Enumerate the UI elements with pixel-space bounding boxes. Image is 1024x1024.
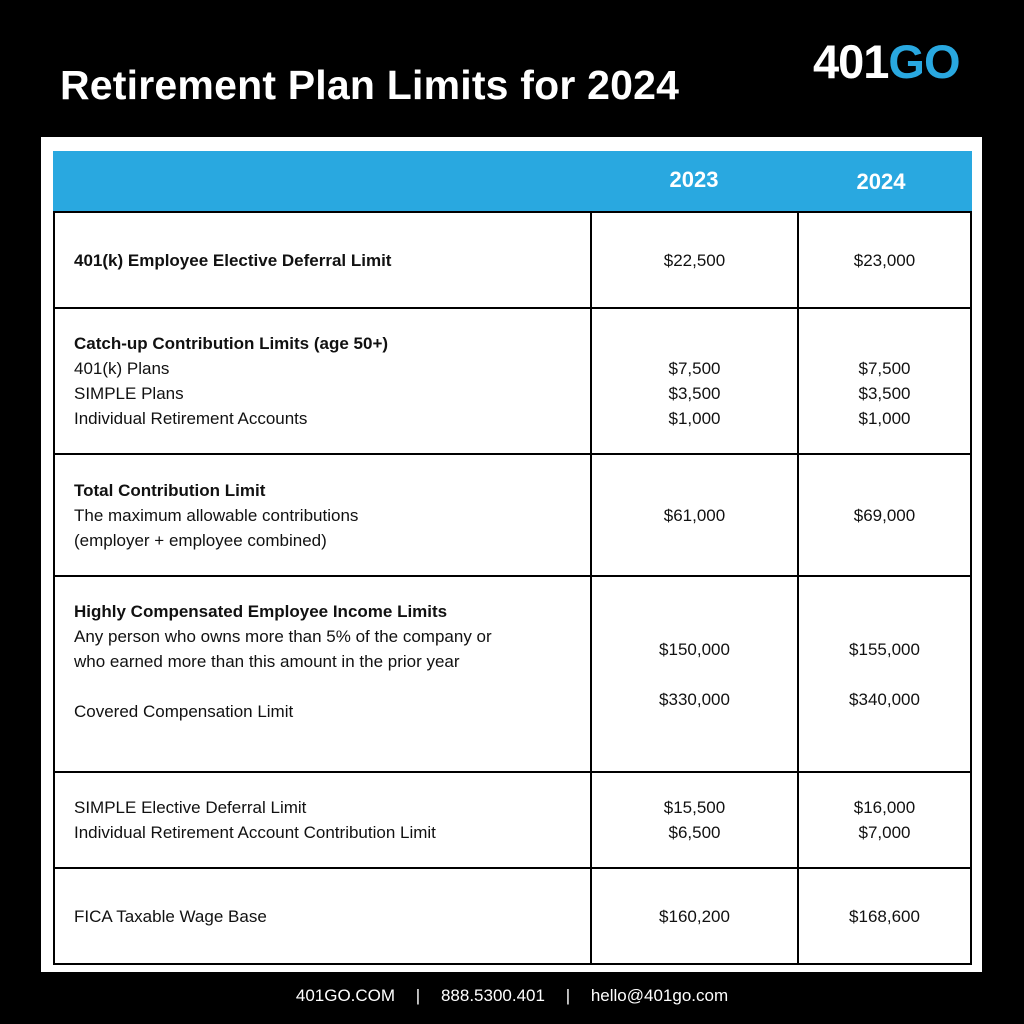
row-label (55, 455, 592, 575)
row-line: Individual Retirement Account Contribution Limit (74, 823, 436, 842)
value-2024: $23,000 (853, 250, 916, 270)
column-header-2024: 2024 (856, 169, 906, 194)
row-label (55, 577, 592, 771)
email-link[interactable]: hello@401go.com (590, 986, 729, 1005)
page-title: Retirement Plan Limits for 2024 (60, 62, 680, 108)
row-heading: Total Contribution Limit (74, 480, 266, 500)
table-header (53, 151, 972, 211)
value-2024: $16,000 $7,000 (853, 798, 916, 842)
row-label (55, 213, 592, 307)
row-line: FICA Taxable Wage Base (74, 906, 267, 926)
table-row (53, 771, 972, 869)
row-line: SIMPLE Elective Deferral Limit (74, 798, 307, 817)
footer-contact (0, 986, 1024, 1006)
row-heading: Highly Compensated Employee Income Limits (74, 602, 448, 621)
value-2024: $69,000 (853, 505, 916, 525)
table-row (53, 453, 972, 577)
value-2023: $15,500 $6,500 (592, 773, 799, 867)
value-2023: $160,200 (592, 869, 799, 963)
row-line: Covered Compensation Limit (74, 702, 294, 721)
row-label (55, 309, 592, 453)
value-2023: $7,500 $3,500 $1,000 (592, 309, 799, 453)
limits-table (41, 137, 982, 972)
value-2024: $168,600 (849, 906, 920, 926)
column-header-2023: 2023 (669, 167, 719, 192)
row-line: The maximum allowable contributions (74, 505, 359, 525)
row-heading: Catch-up Contribution Limits (age 50+) (74, 334, 389, 353)
table-row (53, 307, 972, 455)
row-line: 401(k) Plans (74, 359, 170, 378)
website-link[interactable]: 401GO.COM (295, 986, 396, 1005)
row-line: Individual Retirement Accounts (74, 409, 308, 428)
table-row (53, 867, 972, 965)
row-label (55, 773, 592, 867)
value-2023: $61,000 (592, 455, 799, 575)
value-2024: $155,000 $340,000 (849, 639, 920, 709)
phone-link[interactable]: 888.5300.401 (440, 986, 545, 1005)
separator: | (565, 986, 571, 1005)
row-line: (employer + employee combined) (74, 530, 327, 550)
row-line: Any person who owns more than 5% of the company or (74, 627, 492, 646)
row-line: SIMPLE Plans (74, 384, 184, 403)
separator: | (415, 986, 421, 1005)
table-row (53, 575, 972, 773)
row-label (55, 869, 592, 963)
401go-logo: 401GO (813, 35, 960, 88)
table-row (53, 211, 972, 309)
value-2024: $7,500 $3,500 $1,000 (858, 359, 911, 428)
row-line: who earned more than this amount in the prior year (74, 652, 460, 671)
value-2023: $22,500 (592, 213, 799, 307)
row-heading: 401(k) Employee Elective Deferral Limit (74, 250, 392, 270)
value-2023: $150,000 $330,000 (592, 577, 799, 771)
